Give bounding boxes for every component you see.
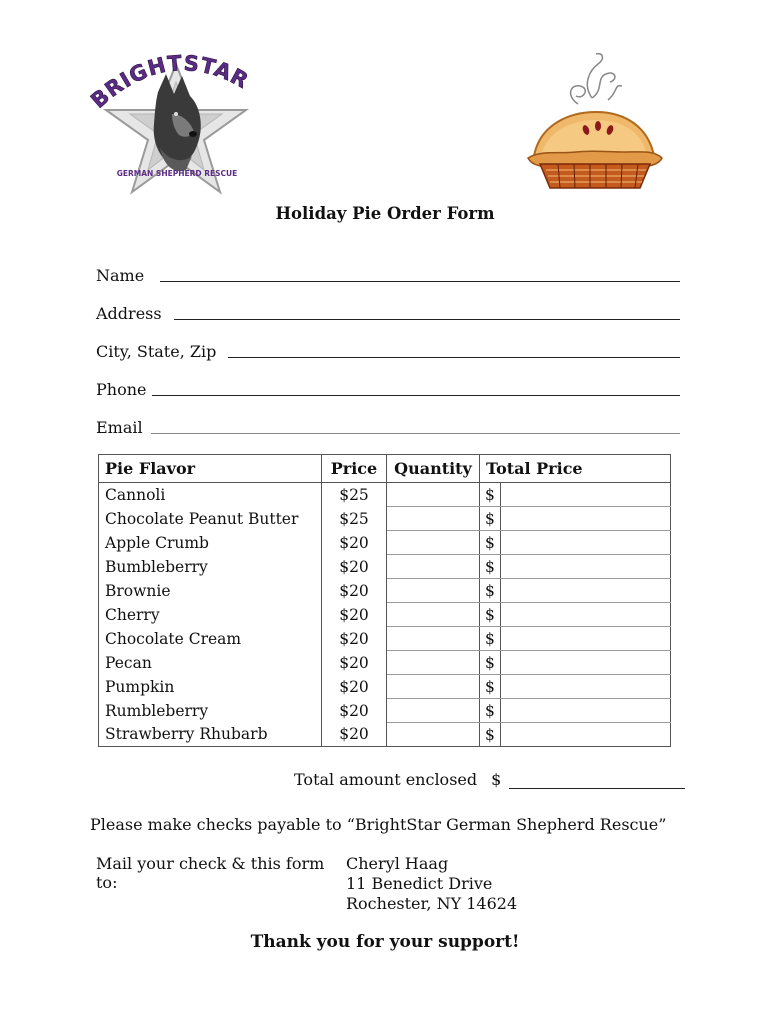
total-price-cell[interactable] (501, 483, 671, 507)
currency-cell: $ (480, 555, 501, 579)
name-input-line[interactable] (160, 281, 680, 282)
phone-label: Phone (96, 380, 147, 399)
total-price-cell[interactable] (501, 579, 671, 603)
currency-cell: $ (480, 651, 501, 675)
logo-brand-text: BRIGHTSTAR (86, 52, 253, 113)
price-cell: $25 (322, 483, 387, 507)
quantity-cell[interactable] (387, 723, 480, 747)
pie-flavor-cell: Chocolate Peanut Butter (99, 507, 322, 531)
pie-flavor-cell: Brownie (99, 579, 322, 603)
table-row (99, 675, 671, 699)
phone-input-line[interactable] (152, 395, 680, 396)
table-row (99, 531, 671, 555)
price-cell: $20 (322, 723, 387, 747)
price-cell: $20 (322, 531, 387, 555)
quantity-cell[interactable] (387, 507, 480, 531)
email-input-line[interactable] (151, 433, 680, 434)
address-field[interactable] (96, 300, 680, 324)
brightstar-logo (86, 52, 266, 198)
quantity-cell[interactable] (387, 555, 480, 579)
quantity-cell[interactable] (387, 603, 480, 627)
phone-field[interactable] (96, 376, 680, 400)
mail-address-line: Rochester, NY 14624 (346, 894, 518, 913)
address-input-line[interactable] (174, 319, 680, 320)
total-price-cell[interactable] (501, 627, 671, 651)
currency-cell: $ (480, 603, 501, 627)
table-row (99, 507, 671, 531)
quantity-cell[interactable] (387, 675, 480, 699)
logo-sub-text: GERMAN SHEPHERD RESCUE (116, 169, 238, 178)
quantity-cell[interactable] (387, 651, 480, 675)
price-cell: $20 (322, 627, 387, 651)
mail-instructions (96, 854, 517, 914)
price-cell: $20 (322, 579, 387, 603)
header-price: Price (322, 455, 387, 483)
city-state-zip-label: City, State, Zip (96, 342, 217, 361)
pie-order-table (98, 454, 671, 747)
table-header-row (99, 455, 671, 483)
price-cell: $20 (322, 675, 387, 699)
mail-address (346, 854, 517, 914)
table-row (99, 483, 671, 507)
header-total-price: Total Price (480, 455, 671, 483)
total-price-cell[interactable] (501, 651, 671, 675)
name-field[interactable] (96, 262, 680, 286)
price-cell: $20 (322, 555, 387, 579)
mail-address-line: Cheryl Haag (346, 854, 449, 873)
total-amount-input-line[interactable] (509, 770, 685, 789)
price-cell: $25 (322, 507, 387, 531)
currency-cell: $ (480, 579, 501, 603)
total-price-cell[interactable] (501, 531, 671, 555)
currency-cell: $ (480, 507, 501, 531)
currency-cell: $ (480, 627, 501, 651)
total-price-cell[interactable] (501, 603, 671, 627)
quantity-cell[interactable] (387, 627, 480, 651)
total-amount-currency: $ (491, 770, 502, 789)
table-row (99, 555, 671, 579)
pie-illustration (520, 50, 668, 196)
table-row (99, 603, 671, 627)
total-price-cell[interactable] (501, 699, 671, 723)
total-amount-label: Total amount enclosed (294, 770, 478, 789)
email-label: Email (96, 418, 143, 437)
table-row (99, 699, 671, 723)
payable-note: Please make checks payable to “BrightStar German Shepherd Rescue” (90, 815, 667, 834)
pie-flavor-cell: Pecan (99, 651, 322, 675)
mail-label: Mail your check & this form to: (96, 854, 325, 892)
currency-cell: $ (480, 483, 501, 507)
name-label: Name (96, 266, 145, 285)
quantity-cell[interactable] (387, 483, 480, 507)
currency-cell: $ (480, 723, 501, 747)
quantity-cell[interactable] (387, 531, 480, 555)
pie-flavor-cell: Pumpkin (99, 675, 322, 699)
table-row (99, 723, 671, 747)
quantity-cell[interactable] (387, 699, 480, 723)
quantity-cell[interactable] (387, 579, 480, 603)
price-cell: $20 (322, 699, 387, 723)
total-price-cell[interactable] (501, 675, 671, 699)
city-state-zip-input-line[interactable] (228, 357, 680, 358)
table-row (99, 627, 671, 651)
mail-address-line: 11 Benedict Drive (346, 874, 493, 893)
city-state-zip-field[interactable] (96, 338, 680, 362)
table-row (99, 651, 671, 675)
address-label: Address (96, 304, 162, 323)
total-price-cell[interactable] (501, 555, 671, 579)
currency-cell: $ (480, 531, 501, 555)
total-amount-enclosed (294, 770, 685, 789)
pie-flavor-cell: Cherry (99, 603, 322, 627)
pie-flavor-cell: Strawberry Rhubarb (99, 723, 322, 747)
total-price-cell[interactable] (501, 723, 671, 747)
currency-cell: $ (480, 675, 501, 699)
table-row (99, 579, 671, 603)
header-pie-flavor: Pie Flavor (99, 455, 322, 483)
total-price-cell[interactable] (501, 507, 671, 531)
header-quantity: Quantity (387, 455, 480, 483)
pie-flavor-cell: Rumbleberry (99, 699, 322, 723)
pie-flavor-cell: Bumbleberry (99, 555, 322, 579)
thank-you-message: Thank you for your support! (250, 932, 520, 952)
price-cell: $20 (322, 603, 387, 627)
form-title: Holiday Pie Order Form (275, 204, 495, 223)
pie-flavor-cell: Apple Crumb (99, 531, 322, 555)
currency-cell: $ (480, 699, 501, 723)
email-field[interactable] (96, 414, 680, 438)
pie-flavor-cell: Chocolate Cream (99, 627, 322, 651)
price-cell: $20 (322, 651, 387, 675)
pie-flavor-cell: Cannoli (99, 483, 322, 507)
